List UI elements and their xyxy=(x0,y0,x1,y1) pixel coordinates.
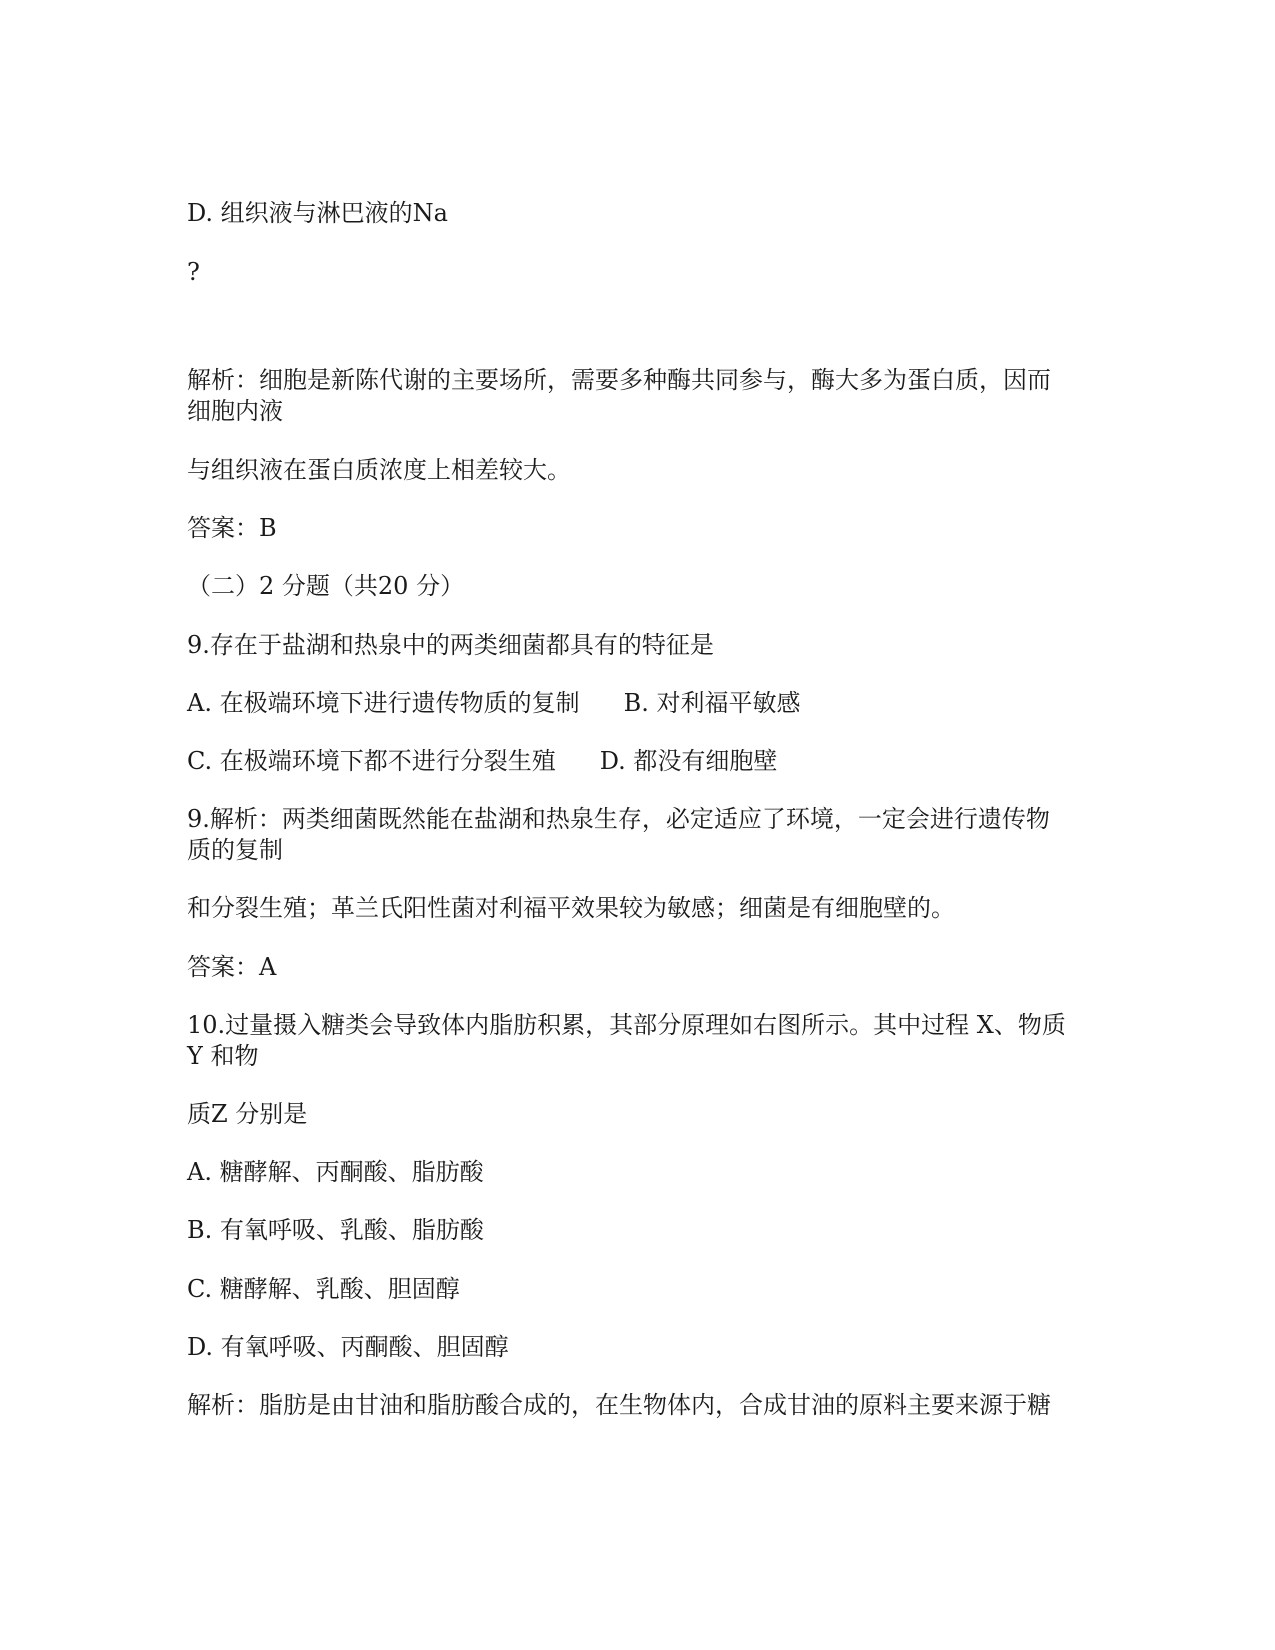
q9-answer: 答案：A xyxy=(187,953,277,981)
q10-analysis-line-1: 解析：脂肪是由甘油和脂肪酸合成的，在生物体内，合成甘油的原料主要来源于糖 xyxy=(187,1391,1051,1419)
question-10-line-2: Y 和物 xyxy=(187,1042,259,1070)
q10-option-c: C. 糖酵解、乳酸、胆固醇 xyxy=(187,1275,460,1303)
question-9-options-cd xyxy=(187,746,1087,776)
question-mark-line: ? xyxy=(187,258,200,286)
q9-option-c: C. 在极端环境下都不进行分裂生殖 xyxy=(187,747,556,775)
question-9: 9.存在于盐湖和热泉中的两类细菌都具有的特征是 xyxy=(187,631,714,659)
q10-option-d: D. 有氧呼吸、丙酮酸、胆固醇 xyxy=(187,1333,509,1361)
section-heading: （二）2 分题（共20 分） xyxy=(187,572,465,600)
q10-option-a: A. 糖酵解、丙酮酸、脂肪酸 xyxy=(187,1158,484,1186)
q9-analysis-line-1: 9.解析：两类细菌既然能在盐湖和热泉生存，必定适应了环境，一定会进行遗传物 xyxy=(187,805,1050,833)
question-9-options-ab xyxy=(187,688,1087,718)
question-10-line-3: 质Z 分别是 xyxy=(187,1100,308,1128)
q9-option-a: A. 在极端环境下进行遗传物质的复制 xyxy=(187,689,580,717)
analysis-line-2: 细胞内液 xyxy=(187,397,283,425)
analysis-line-3: 与组织液在蛋白质浓度上相差较大。 xyxy=(187,456,571,484)
q9-option-d: D. 都没有细胞壁 xyxy=(599,747,778,775)
option-d-line: D. 组织液与淋巴液的Na xyxy=(187,199,448,227)
question-10-line-1: 10.过量摄入糖类会导致体内脂肪积累，其部分原理如右图所示。其中过程 X、物质 xyxy=(187,1011,1066,1039)
q10-option-b: B. 有氧呼吸、乳酸、脂肪酸 xyxy=(187,1216,484,1244)
q9-analysis-line-2: 质的复制 xyxy=(187,836,283,864)
answer-line: 答案：B xyxy=(187,514,277,542)
q9-analysis-line-3: 和分裂生殖；革兰氏阳性菌对利福平效果较为敏感；细菌是有细胞壁的。 xyxy=(187,894,955,922)
analysis-line-1: 解析：细胞是新陈代谢的主要场所，需要多种酶共同参与，酶大多为蛋白质，因而 xyxy=(187,366,1051,394)
q9-option-b: B. 对利福平敏感 xyxy=(623,689,801,717)
